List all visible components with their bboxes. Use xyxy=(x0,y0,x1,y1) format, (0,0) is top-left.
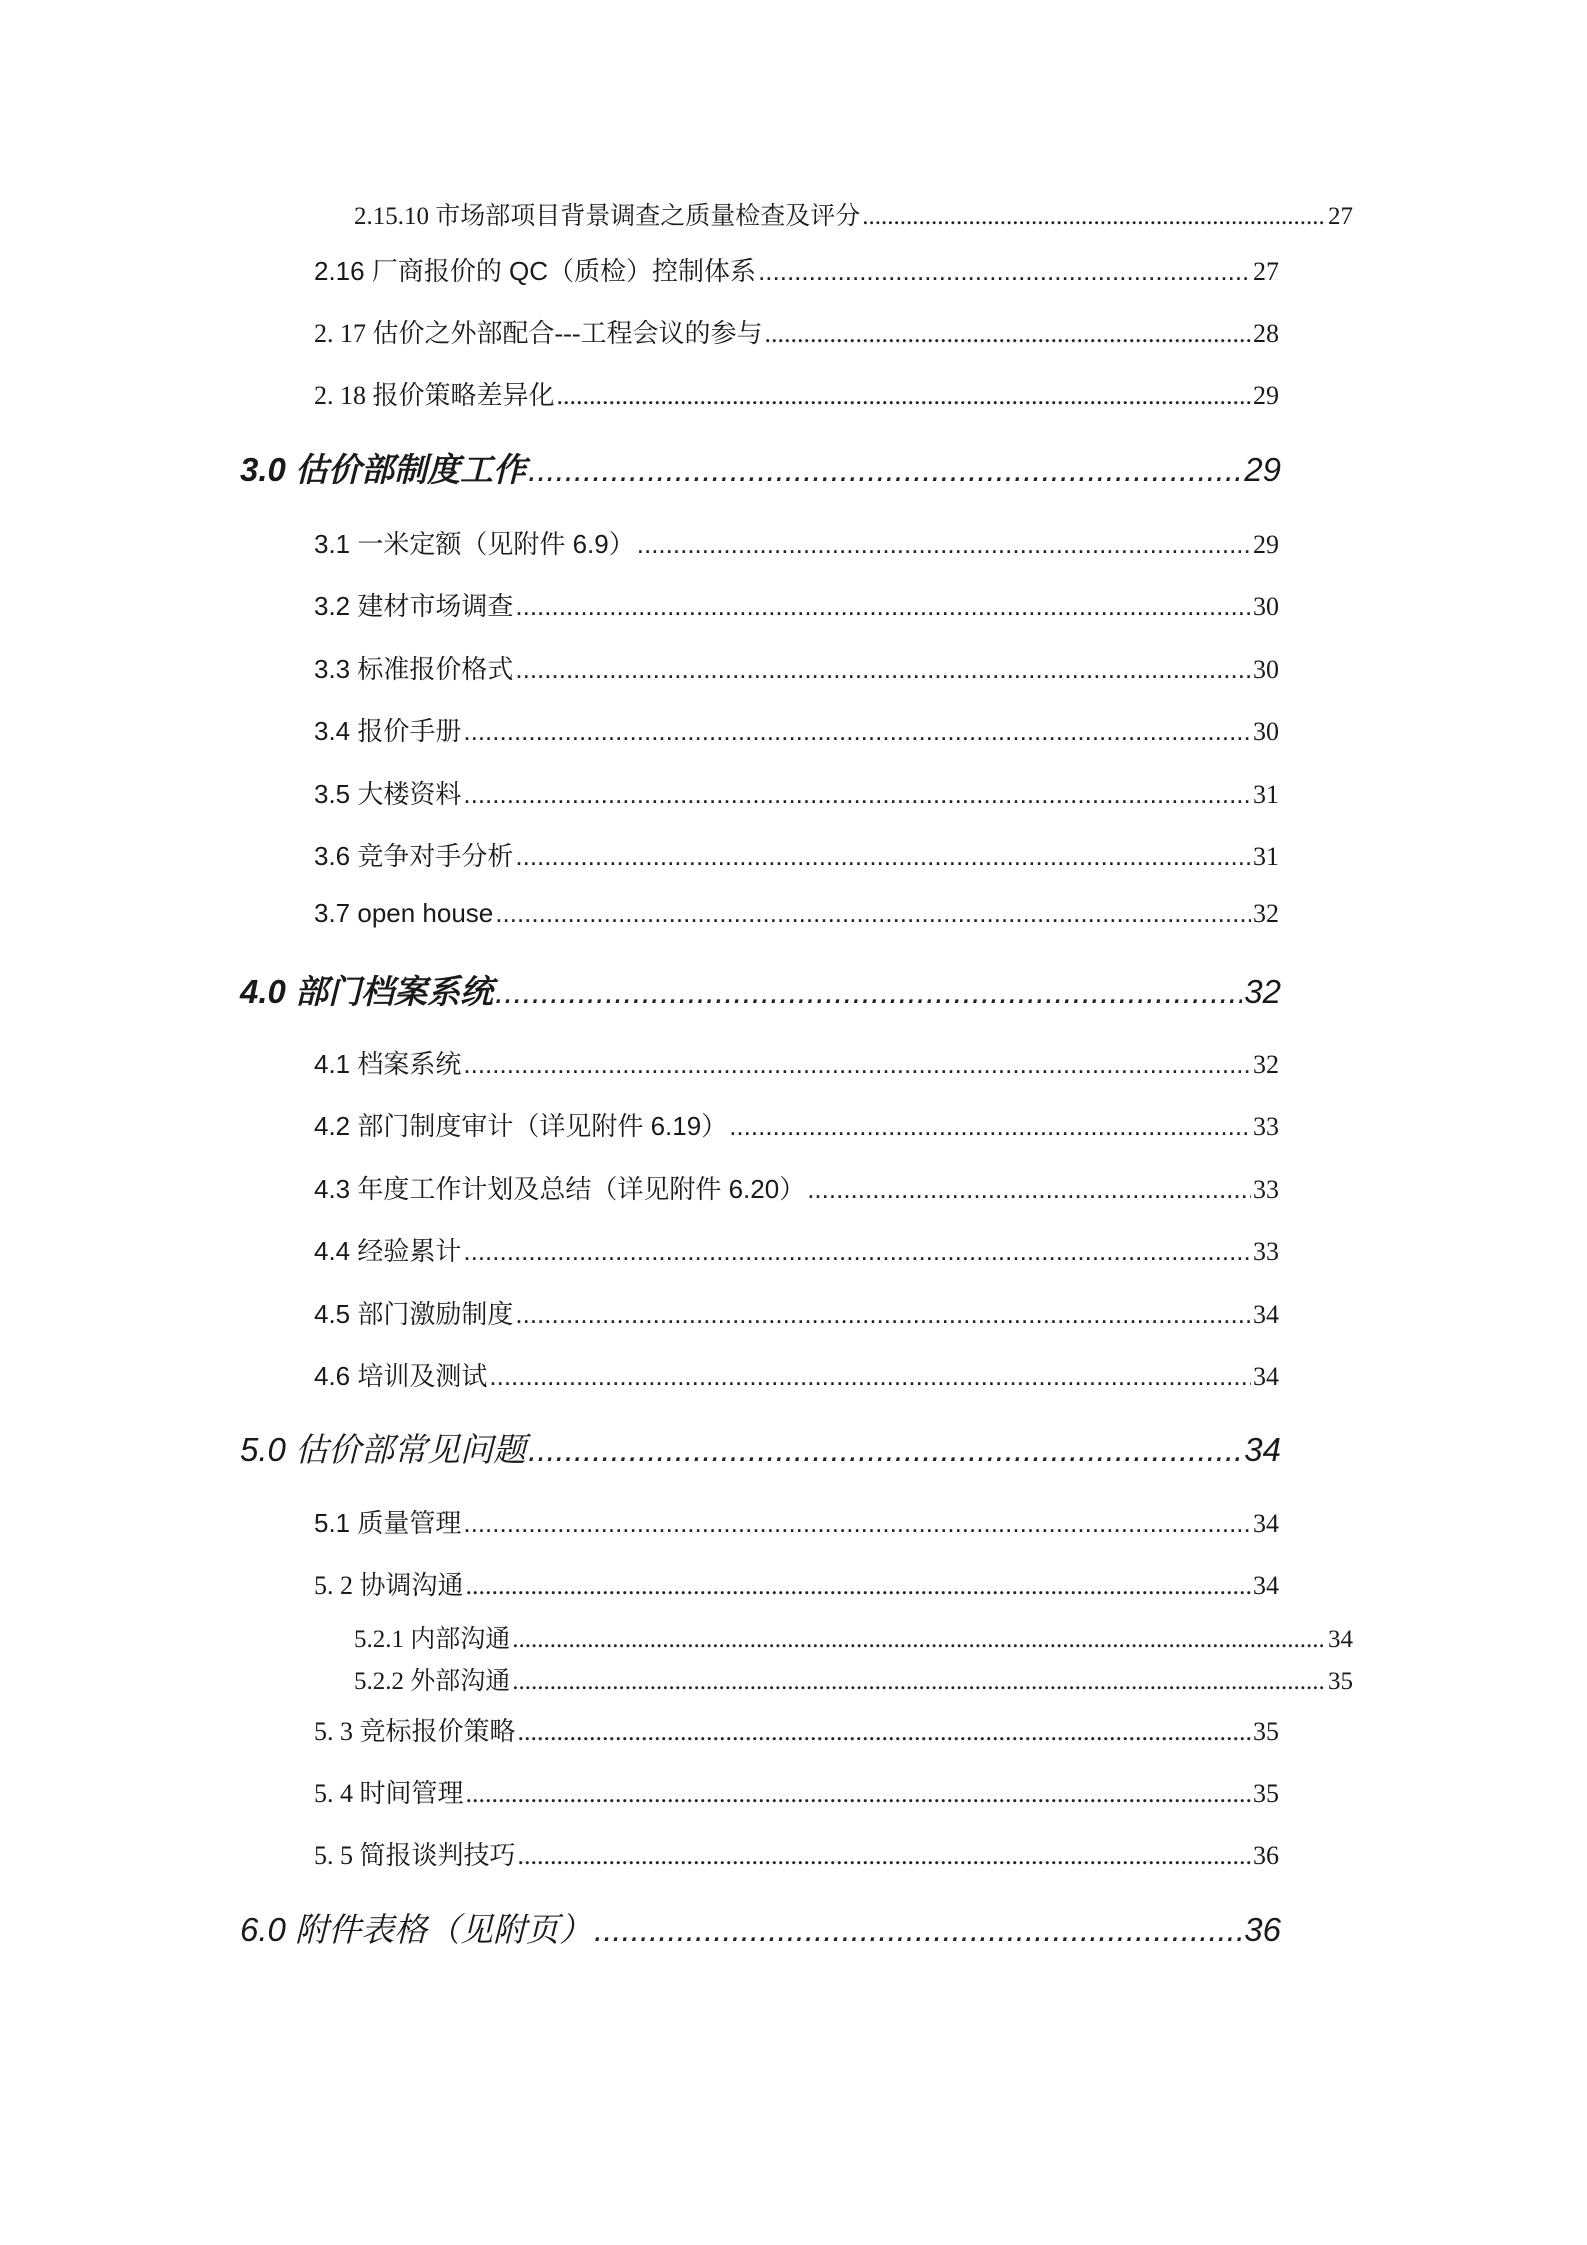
toc-entry-label: 3.1 一米定额（见附件 6.9） xyxy=(314,529,635,559)
dot-leader xyxy=(512,1668,1326,1696)
toc-entry-page: 36 xyxy=(1253,1841,1279,1870)
toc-entry-page: 35 xyxy=(1253,1717,1279,1746)
toc-entry[interactable] xyxy=(314,1169,1279,1206)
toc-entry-label: 4.5 部门激励制度 xyxy=(314,1299,514,1329)
toc-entry-page: 27 xyxy=(1253,257,1279,286)
toc-entry[interactable] xyxy=(314,649,1279,686)
toc-section-label: 3.0 估价部制度工作 xyxy=(240,451,527,488)
toc-entry[interactable] xyxy=(314,1835,1279,1872)
dot-leader xyxy=(463,1236,1251,1267)
dot-leader xyxy=(637,529,1251,560)
toc-entry-label: 2.15.10 市场部项目背景调查之质量检查及评分 xyxy=(354,203,861,230)
toc-entry[interactable] xyxy=(314,524,1279,561)
toc-entry-page: 34 xyxy=(1253,1362,1279,1391)
toc-entry-page: 35 xyxy=(1253,1779,1279,1808)
toc-section-label: 5.0 估价部常见问题 xyxy=(240,1431,527,1468)
dot-leader xyxy=(495,973,1242,1011)
toc-entry-label: 3.7 open house xyxy=(314,898,494,928)
toc-entry-page: 27 xyxy=(1328,203,1353,230)
toc-section-label: 6.0 附件表格（见附页） xyxy=(240,1911,593,1948)
toc-entry-label: 5.2.1 内部沟通 xyxy=(354,1626,511,1653)
toc-entry-label: 3.3 标准报价格式 xyxy=(314,654,514,684)
toc-entry-label: 5. 3 竞标报价策略 xyxy=(314,1717,516,1746)
dot-leader xyxy=(862,203,1326,231)
toc-entry[interactable] xyxy=(314,375,1279,412)
toc-section-page: 36 xyxy=(1244,1911,1281,1948)
toc-entry-label: 5. 4 时间管理 xyxy=(314,1779,464,1808)
toc-entry-page: 29 xyxy=(1253,381,1279,410)
toc-entry[interactable] xyxy=(314,313,1279,350)
toc-entry-page: 30 xyxy=(1253,717,1279,746)
toc-entry[interactable] xyxy=(314,1711,1279,1748)
dot-leader xyxy=(764,319,1251,349)
dot-leader xyxy=(557,381,1251,411)
dot-leader xyxy=(528,1431,1242,1469)
dot-leader xyxy=(515,654,1251,685)
dot-leader xyxy=(512,1626,1326,1654)
dot-leader xyxy=(515,1299,1251,1330)
toc-section-page: 29 xyxy=(1244,451,1281,488)
dot-leader xyxy=(729,1111,1251,1142)
toc-entry-page: 34 xyxy=(1328,1626,1353,1653)
toc-entry-label: 5.2.2 外部沟通 xyxy=(354,1668,511,1695)
toc-entry[interactable] xyxy=(314,711,1279,748)
dot-leader xyxy=(463,1049,1251,1080)
dot-leader xyxy=(463,1508,1251,1539)
dot-leader xyxy=(807,1174,1251,1205)
toc-section-entry[interactable] xyxy=(240,444,1281,491)
dot-leader xyxy=(466,1571,1251,1601)
toc-entry-label: 3.5 大楼资料 xyxy=(314,779,462,809)
toc-entry-page: 29 xyxy=(1253,530,1279,559)
toc-entry[interactable] xyxy=(314,586,1279,623)
toc-entry-label: 2. 17 估价之外部配合---工程会议的参与 xyxy=(314,319,763,348)
dot-leader xyxy=(495,898,1251,929)
toc-entry-label: 4.3 年度工作计划及总结（详见附件 6.20） xyxy=(314,1174,806,1204)
toc-entry-page: 33 xyxy=(1253,1112,1279,1141)
toc-entry-page: 34 xyxy=(1253,1571,1279,1600)
toc-entry[interactable] xyxy=(314,251,1279,288)
toc-entry[interactable] xyxy=(314,1565,1279,1602)
toc-entry[interactable] xyxy=(314,1503,1279,1540)
toc-entry-page: 35 xyxy=(1328,1668,1353,1695)
toc-entry-page: 30 xyxy=(1253,592,1279,621)
toc-entry[interactable] xyxy=(314,836,1279,873)
toc-entry[interactable] xyxy=(314,774,1279,811)
toc-entry-label: 5. 5 简报谈判技巧 xyxy=(314,1841,516,1870)
toc-entry[interactable] xyxy=(314,1294,1279,1331)
toc-entry-page: 32 xyxy=(1253,899,1279,928)
dot-leader xyxy=(594,1911,1242,1949)
dot-leader xyxy=(463,716,1251,747)
toc-entry[interactable] xyxy=(314,898,1279,929)
dot-leader xyxy=(758,256,1251,287)
dot-leader xyxy=(489,1361,1251,1392)
toc-section-entry[interactable] xyxy=(240,966,1281,1013)
dot-leader xyxy=(463,779,1251,810)
dot-leader xyxy=(466,1779,1251,1809)
toc-entry-label: 5.1 质量管理 xyxy=(314,1508,462,1538)
toc-entry[interactable] xyxy=(314,1231,1279,1268)
toc-entry-page: 33 xyxy=(1253,1175,1279,1204)
toc-entry-label: 4.4 经验累计 xyxy=(314,1236,462,1266)
toc-section-page: 34 xyxy=(1244,1431,1281,1468)
toc-entry-label: 3.4 报价手册 xyxy=(314,716,462,746)
toc-entry[interactable] xyxy=(354,1661,1353,1697)
toc-entry[interactable] xyxy=(314,1106,1279,1143)
toc-section-entry[interactable] xyxy=(240,1904,1281,1951)
toc-section-page: 32 xyxy=(1244,973,1281,1010)
toc-section-entry[interactable] xyxy=(240,1424,1281,1471)
toc-entry[interactable] xyxy=(354,196,1353,232)
toc-entry-label: 4.2 部门制度审计（详见附件 6.19） xyxy=(314,1111,728,1141)
toc-entry-label: 4.6 培训及测试 xyxy=(314,1361,488,1391)
toc-entry-page: 34 xyxy=(1253,1300,1279,1329)
dot-leader xyxy=(518,1717,1251,1747)
toc-entry-label: 2. 18 报价策略差异化 xyxy=(314,381,555,410)
toc-entry-label: 4.1 档案系统 xyxy=(314,1049,462,1079)
toc-entry[interactable] xyxy=(314,1773,1279,1810)
toc-entry-page: 33 xyxy=(1253,1237,1279,1266)
toc-entry-label: 2.16 厂商报价的 QC（质检）控制体系 xyxy=(314,256,757,286)
dot-leader xyxy=(518,1841,1251,1871)
toc-entry-page: 28 xyxy=(1253,319,1279,348)
toc-entry-page: 31 xyxy=(1253,842,1279,871)
toc-entry-page: 34 xyxy=(1253,1509,1279,1538)
toc-entry-page: 32 xyxy=(1253,1050,1279,1079)
toc-entry-label: 3.2 建材市场调查 xyxy=(314,591,514,621)
toc-entry-label: 3.6 竞争对手分析 xyxy=(314,841,514,871)
toc-entry[interactable] xyxy=(314,1044,1279,1081)
toc-entry[interactable] xyxy=(314,1356,1279,1393)
toc-entry[interactable] xyxy=(354,1619,1353,1655)
dot-leader xyxy=(528,451,1242,489)
dot-leader xyxy=(515,841,1251,872)
toc-entry-label: 5. 2 协调沟通 xyxy=(314,1571,464,1600)
toc-section-label: 4.0 部门档案系统 xyxy=(240,973,494,1010)
toc-entry-page: 31 xyxy=(1253,780,1279,809)
dot-leader xyxy=(515,591,1251,622)
toc-entry-page: 30 xyxy=(1253,655,1279,684)
